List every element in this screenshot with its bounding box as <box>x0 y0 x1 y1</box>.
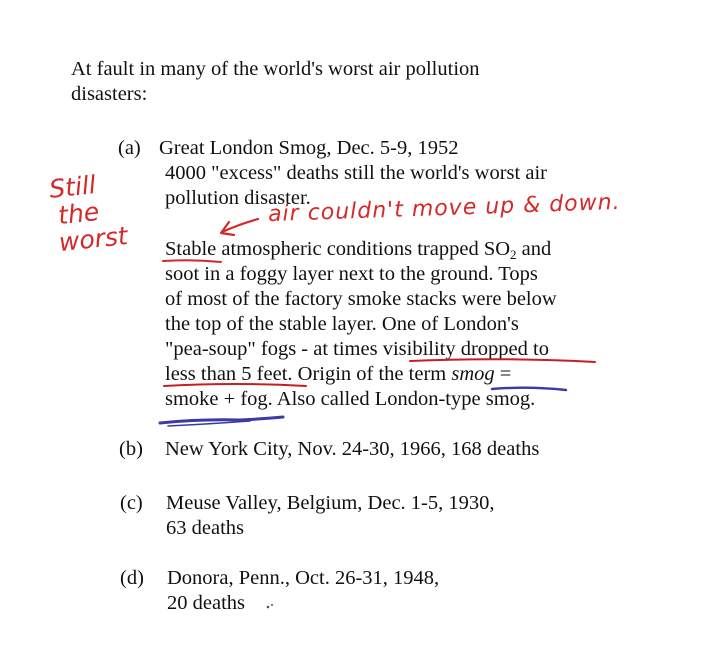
item-d-text <box>167 566 439 616</box>
paragraph-line-2: soot in a foggy layer next to the ground. Tops <box>165 263 538 285</box>
paragraph-line-7: smoke + fog. Also called London-type smog. <box>165 388 536 410</box>
item-c-marker: (c) <box>120 492 143 514</box>
item-b-marker: (b) <box>119 438 143 460</box>
margin-note-line-1: Still <box>47 170 98 204</box>
item-a-heading: Great London Smog, Dec. 5-9, 1952 <box>159 137 459 159</box>
smoke-fog-phrase: smoke + fog. <box>165 388 273 410</box>
intro-line-1: At fault in many of the world's worst air pollution <box>71 58 480 80</box>
intro-heading <box>71 57 591 107</box>
item-b-text: New York City, Nov. 24-30, 1966, 168 deaths <box>165 438 540 460</box>
paragraph-line-1: Stable atmospheric conditions trapped $SO_2$ and <box>165 238 552 262</box>
paragraph-line-5: "pea-soup" fogs - at times visibility dropped to <box>165 338 549 360</box>
paragraph-line-3: of most of the factory smoke stacks were below <box>165 288 557 310</box>
arrow-note-air-couldnt-move: air couldn't move up & down. <box>267 189 622 228</box>
item-c-text <box>166 491 495 541</box>
paragraph-line-4: the top of the stable layer. One of London's <box>165 313 519 335</box>
item-a-line-1: 4000 "excess" deaths still the world's worst air <box>165 162 547 184</box>
red-arrow-icon <box>221 219 258 235</box>
item-d-line-2: 20 deaths <box>167 592 245 614</box>
stable-paragraph <box>165 237 557 412</box>
margin-note-line-2: the <box>56 196 101 231</box>
item-a-marker: (a) <box>118 137 141 159</box>
item-d-line-1: Donora, Penn., Oct. 26-31, 1948, <box>167 567 440 589</box>
item-c-line-2: 63 deaths <box>166 517 244 539</box>
item-c-line-1: Meuse Valley, Belgium, Dec. 1-5, 1930, <box>166 492 495 514</box>
item-a-line-2: pollution disaster. <box>165 187 311 209</box>
so2-subscript: 2 <box>510 247 517 262</box>
margin-note-line-3: worst <box>57 221 130 258</box>
underline-smoke-fog-stroke-2 <box>168 421 250 426</box>
underline-smoke-fog <box>160 417 283 423</box>
stable-word: Stable <box>165 238 217 260</box>
item-d-marker: (d) <box>120 567 144 589</box>
paragraph-line-6: less than 5 feet. Origin of the term smog = <box>165 363 512 385</box>
smog-term: smog <box>451 363 495 385</box>
margin-note-still-the-worst <box>48 168 129 256</box>
intro-line-2: disasters: <box>71 83 148 105</box>
